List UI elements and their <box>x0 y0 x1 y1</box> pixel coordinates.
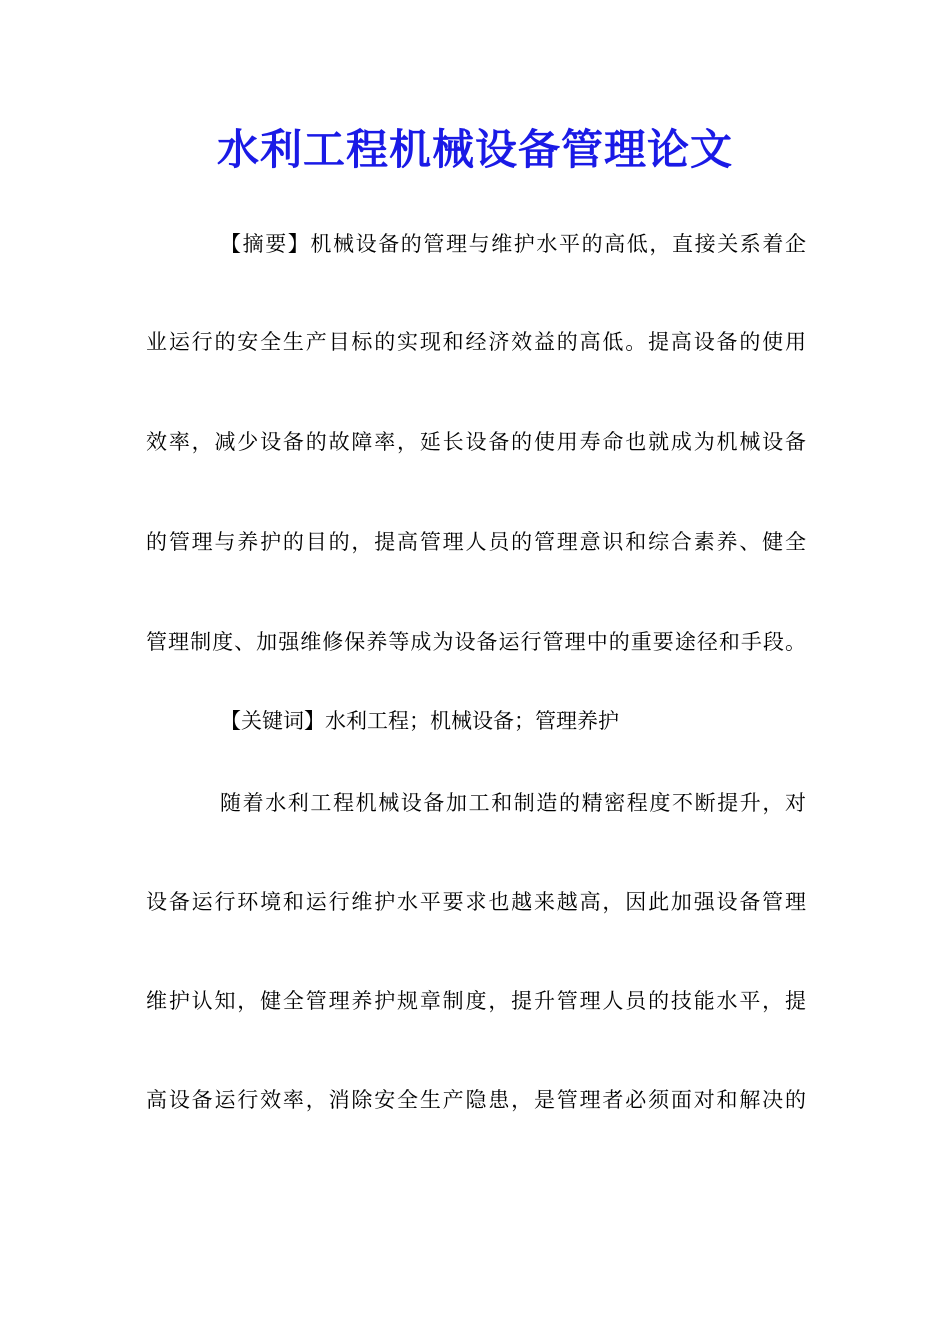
document-title: 水利工程机械设备管理论文 <box>216 125 733 174</box>
keywords-line: 【关键词】水利工程；机械设备；管理养护 <box>220 709 619 733</box>
body-line-2: 设备运行环境和运行维护水平要求也越来越高，因此加强设备管理 <box>146 890 806 914</box>
body-line-3: 维护认知，健全管理养护规章制度，提升管理人员的技能水平，提 <box>146 989 806 1013</box>
body-line-1: 随着水利工程机械设备加工和制造的精密程度不断提升，对 <box>220 791 806 815</box>
abstract-line-4: 的管理与养护的目的，提高管理人员的管理意识和综合素养、健全 <box>146 530 806 554</box>
abstract-line-3: 效率，减少设备的故障率，延长设备的使用寿命也就成为机械设备 <box>146 430 806 454</box>
abstract-line-1: 【摘要】机械设备的管理与维护水平的高低，直接关系着企 <box>220 232 806 256</box>
abstract-line-2: 业运行的安全生产目标的实现和经济效益的高低。提高设备的使用 <box>146 330 806 354</box>
abstract-line-5: 管理制度、加强维修保养等成为设备运行管理中的重要途径和手段。 <box>146 630 806 654</box>
body-line-4: 高设备运行效率，消除安全生产隐患，是管理者必须面对和解决的 <box>146 1088 806 1112</box>
